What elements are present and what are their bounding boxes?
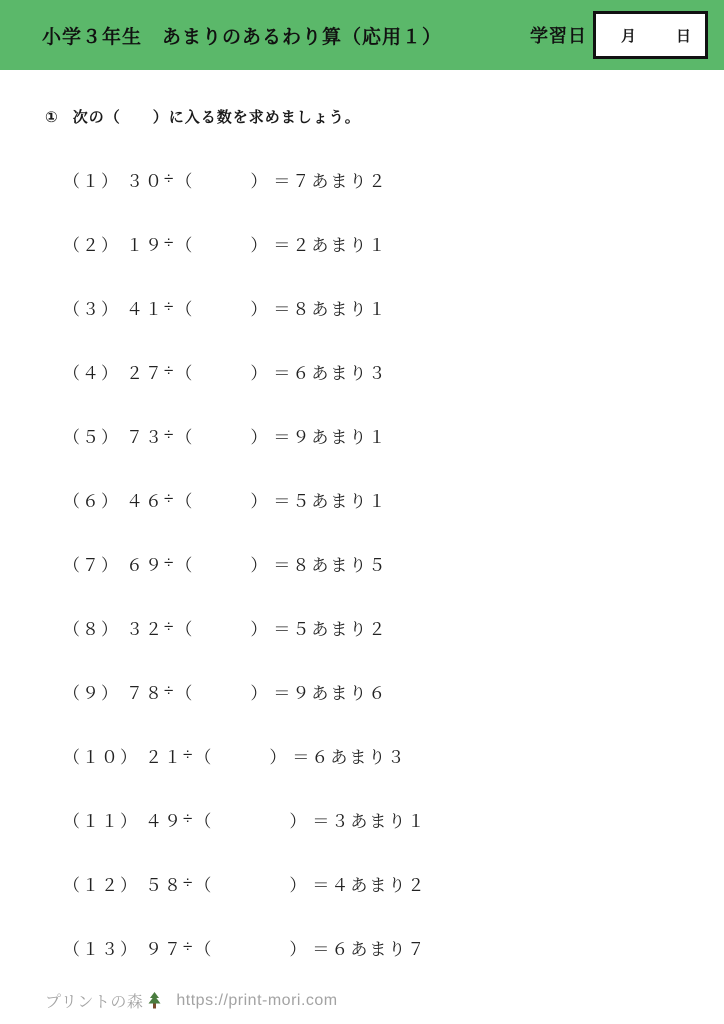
dividend-value: ２１ (145, 747, 183, 767)
answer-blank (213, 946, 289, 948)
dividend-value: ６９ (126, 555, 164, 575)
answer-blank (213, 818, 289, 820)
problem-number: （７） (63, 555, 120, 575)
problem-row (45, 147, 724, 211)
answer-blank (194, 562, 250, 564)
divide-sign: ÷ (164, 169, 176, 188)
study-date (530, 11, 708, 59)
answer-blank (194, 626, 250, 628)
problem-row (45, 275, 724, 339)
quotient-value: ７ (292, 171, 312, 191)
close-paren: ） (250, 235, 270, 255)
remainder-label: あまり (311, 683, 369, 703)
close-paren: ） (250, 619, 270, 639)
divide-sign: ÷ (164, 489, 176, 508)
equals-sign: ＝ (292, 747, 312, 767)
quotient-value: ８ (292, 555, 312, 575)
study-date-box (593, 11, 708, 59)
answer-blank (194, 306, 250, 308)
instruction-number: ① (45, 108, 59, 126)
dividend-value: ３２ (126, 619, 164, 639)
divide-sign: ÷ (164, 297, 176, 316)
dividend-value: ９７ (145, 939, 183, 959)
problem-row (45, 339, 724, 403)
equals-sign: ＝ (273, 491, 293, 511)
problem-number: （１０） (63, 747, 139, 767)
worksheet-body (0, 106, 724, 979)
open-paren: （ (175, 235, 195, 255)
open-paren: （ (175, 427, 195, 447)
divide-sign: ÷ (164, 361, 176, 380)
open-paren: （ (175, 171, 195, 191)
quotient-value: ６ (331, 939, 351, 959)
answer-blank (194, 178, 250, 180)
close-paren: ） (250, 299, 270, 319)
open-paren: （ (194, 747, 214, 767)
problem-row (45, 787, 724, 851)
problem-row (45, 403, 724, 467)
remainder-value: １ (368, 491, 388, 511)
remainder-label: あまり (311, 427, 369, 447)
answer-blank (194, 498, 250, 500)
divide-sign: ÷ (183, 937, 195, 956)
problem-number: （８） (63, 619, 120, 639)
remainder-label: あまり (311, 491, 369, 511)
problem-number: （６） (63, 491, 120, 511)
site-name: プリントの森 (45, 994, 144, 1011)
quotient-value: ５ (292, 619, 312, 639)
problem-number: （９） (63, 683, 120, 703)
problem-row (45, 723, 724, 787)
dividend-value: ３０ (126, 171, 164, 191)
problem-row (45, 211, 724, 275)
problem-row (45, 467, 724, 531)
remainder-label: あまり (350, 939, 408, 959)
remainder-value: ６ (368, 683, 388, 703)
remainder-value: ２ (368, 619, 388, 639)
dividend-value: ７８ (126, 683, 164, 703)
footer (45, 989, 338, 1012)
answer-blank (194, 370, 250, 372)
divide-sign: ÷ (183, 873, 195, 892)
answer-blank (194, 242, 250, 244)
remainder-value: ３ (368, 363, 388, 383)
dividend-value: １９ (126, 235, 164, 255)
remainder-label: あまり (311, 555, 369, 575)
answer-blank (213, 754, 269, 756)
problem-number: （１２） (63, 875, 139, 895)
dividend-value: ４６ (126, 491, 164, 511)
divide-sign: ÷ (164, 233, 176, 252)
quotient-value: ５ (292, 491, 312, 511)
close-paren: ） (289, 811, 309, 831)
open-paren: （ (175, 363, 195, 383)
remainder-value: ２ (407, 875, 427, 895)
close-paren: ） (250, 683, 270, 703)
problems-list (45, 147, 724, 979)
divide-sign: ÷ (183, 745, 195, 764)
equals-sign: ＝ (273, 235, 293, 255)
problem-row (45, 531, 724, 595)
equals-sign: ＝ (273, 683, 293, 703)
divide-sign: ÷ (164, 681, 176, 700)
dividend-value: ４９ (145, 811, 183, 831)
remainder-label: あまり (311, 299, 369, 319)
open-paren: （ (175, 683, 195, 703)
equals-sign: ＝ (312, 875, 332, 895)
answer-blank (213, 882, 289, 884)
dividend-value: ７３ (126, 427, 164, 447)
page-title: 小学３年生 あまりのあるわり算（応用１） (42, 26, 443, 48)
open-paren: （ (175, 619, 195, 639)
quotient-value: ４ (331, 875, 351, 895)
remainder-label: あまり (350, 811, 408, 831)
problem-row (45, 851, 724, 915)
equals-sign: ＝ (312, 811, 332, 831)
close-paren: ） (289, 875, 309, 895)
close-paren: ） (250, 555, 270, 575)
equals-sign: ＝ (273, 555, 293, 575)
problem-number: （１３） (63, 939, 139, 959)
remainder-value: ７ (407, 939, 427, 959)
close-paren: ） (289, 939, 309, 959)
problem-number: （１） (63, 171, 120, 191)
dividend-value: ５８ (145, 875, 183, 895)
problem-row (45, 659, 724, 723)
quotient-value: ６ (311, 747, 331, 767)
month-label: 月 (620, 27, 636, 45)
quotient-value: ３ (331, 811, 351, 831)
remainder-label: あまり (330, 747, 388, 767)
problem-number: （３） (63, 299, 120, 319)
close-paren: ） (250, 363, 270, 383)
divide-sign: ÷ (183, 809, 195, 828)
open-paren: （ (194, 811, 214, 831)
open-paren: （ (175, 299, 195, 319)
site-url: https://print-mori.com (176, 991, 338, 1009)
dividend-value: ４１ (126, 299, 164, 319)
problem-number: （２） (63, 235, 120, 255)
problem-number: （１１） (63, 811, 139, 831)
remainder-label: あまり (311, 363, 369, 383)
quotient-value: ８ (292, 299, 312, 319)
instruction (45, 106, 724, 127)
answer-blank (194, 434, 250, 436)
remainder-value: １ (368, 299, 388, 319)
remainder-value: １ (368, 427, 388, 447)
remainder-label: あまり (311, 619, 369, 639)
close-paren: ） (250, 491, 270, 511)
close-paren: ） (269, 747, 289, 767)
remainder-value: ２ (368, 171, 388, 191)
equals-sign: ＝ (273, 427, 293, 447)
remainder-value: １ (407, 811, 427, 831)
equals-sign: ＝ (273, 619, 293, 639)
answer-blank (194, 690, 250, 692)
study-date-label: 学習日 (530, 26, 587, 46)
equals-sign: ＝ (312, 939, 332, 959)
remainder-value: ５ (368, 555, 388, 575)
divide-sign: ÷ (164, 425, 176, 444)
problem-number: （４） (63, 363, 120, 383)
quotient-value: ２ (292, 235, 312, 255)
instruction-text: 次の（ ）に入る数を求めましょう。 (72, 109, 361, 126)
remainder-label: あまり (311, 171, 369, 191)
equals-sign: ＝ (273, 363, 293, 383)
open-paren: （ (175, 555, 195, 575)
remainder-value: １ (368, 235, 388, 255)
header-bar (0, 0, 724, 70)
remainder-label: あまり (311, 235, 369, 255)
open-paren: （ (175, 491, 195, 511)
equals-sign: ＝ (273, 171, 293, 191)
close-paren: ） (250, 171, 270, 191)
quotient-value: ９ (292, 683, 312, 703)
remainder-label: あまり (350, 875, 408, 895)
close-paren: ） (250, 427, 270, 447)
remainder-value: ３ (387, 747, 407, 767)
quotient-value: ６ (292, 363, 312, 383)
dividend-value: ２７ (126, 363, 164, 383)
divide-sign: ÷ (164, 617, 176, 636)
evergreen-tree-icon (147, 992, 162, 1009)
problem-row (45, 595, 724, 659)
problem-number: （５） (63, 427, 120, 447)
problem-row (45, 915, 724, 979)
day-label: 日 (675, 27, 691, 45)
open-paren: （ (194, 875, 214, 895)
divide-sign: ÷ (164, 553, 176, 572)
quotient-value: ９ (292, 427, 312, 447)
open-paren: （ (194, 939, 214, 959)
equals-sign: ＝ (273, 299, 293, 319)
